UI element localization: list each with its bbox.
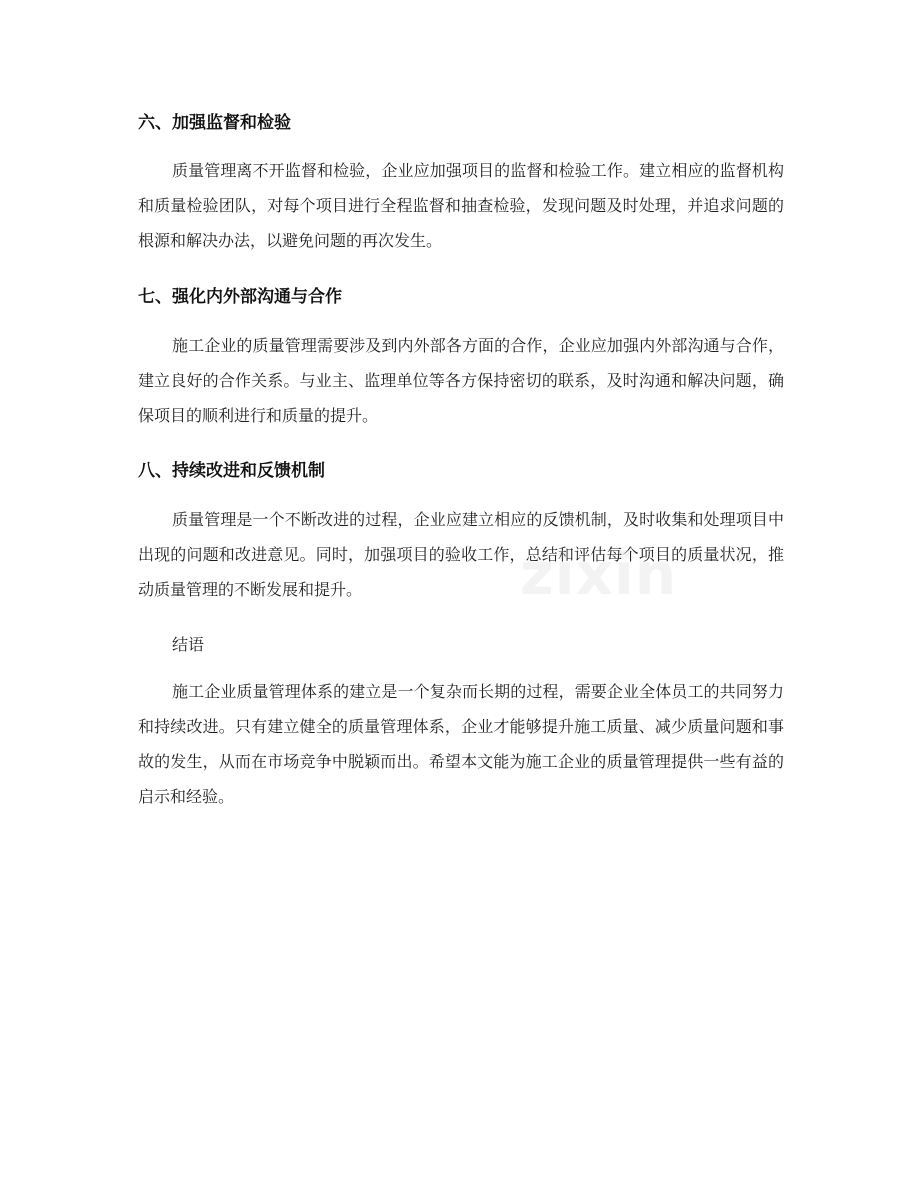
section-heading-8: 八、持续改进和反馈机制 xyxy=(138,461,325,481)
section-heading-6: 六、加强监督和检验 xyxy=(138,113,291,133)
watermark-logo: zixin xyxy=(520,540,678,608)
section-paragraph-6: 质量管理离不开监督和检验，企业应加强项目的监督和检验工作。建立相应的监督机构和质量检验团队，对每个项目进行全程监督和抽查检验，发现问题及时处理，并追求问题的根源和解决办法，以避免问题的再次发生。 xyxy=(138,161,784,250)
closing-paragraph: 施工企业质量管理体系的建立是一个复杂而长期的过程，需要企业全体员工的共同努力和持续改进。只有建立健全的质量管理体系，企业才能够提升施工质量、减少质量问题和事故的发生，从而在市场竞争中脱颖而出。希望本文能为施工企业的质量管理提供一些有益的启示和经验。 xyxy=(138,682,784,806)
closing-label: 结语 xyxy=(172,635,205,654)
section-heading-7: 七、强化内外部沟通与合作 xyxy=(138,287,342,307)
section-paragraph-8: 质量管理是一个不断改进的过程，企业应建立相应的反馈机制，及时收集和处理项目中出现的问题和改进意见。同时，加强项目的验收工作，总结和评估每个项目的质量状况，推动质量管理的不断发展和提升。 xyxy=(138,510,784,599)
section-paragraph-7: 施工企业的质量管理需要涉及到内外部各方面的合作，企业应加强内外部沟通与合作，建立良好的合作关系。与业主、监理单位等各方保持密切的联系，及时沟通和解决问题，确保项目的顺利进行和质量的提升。 xyxy=(138,336,784,425)
